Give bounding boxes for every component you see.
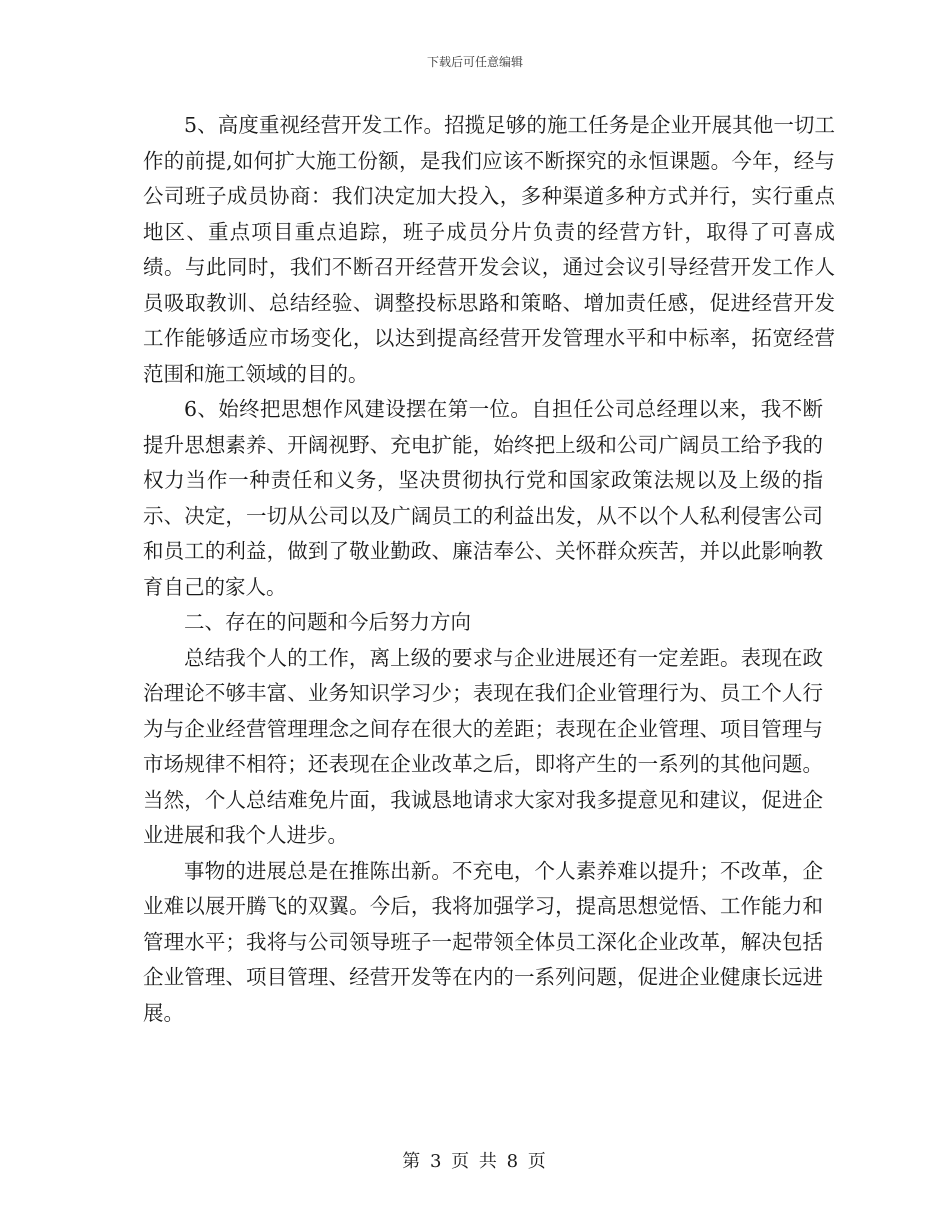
- page-number: 第 3 页 共 8 页: [402, 1151, 548, 1172]
- section-heading: 二、存在的问题和今后努力方向: [184, 610, 471, 634]
- paragraph-work-style: 6、始终把思想作风建设摆在第一位。自担任公司总经理以来，我不断提升思想素养、开阔视野、充电扩能，始终把上级和公司广阔员工给予我的权力当作一种责任和义务，坚决贯彻执行党和国家政策法规以及上级的指示、决定，一切从公司以及广阔员工的利益出发，从不以个人私利侵害公司和员工的利益，做到了敬业勤政、廉洁奉公、关怀群众疾苦，并以此影响教育自己的家人。: [143, 397, 823, 599]
- paragraph-business-development: 5、高度重视经营开发工作。招揽足够的施工任务是企业开展其他一切工作的前提,如何扩大施工份额，是我们应该不断探究的永恒课题。今年，经与公司班子成员协商：我们决定加大投入，多种渠道多种方式并行，实行重点地区、重点项目重点追踪，班子成员分片负责的经营方针，取得了可喜成绩。与此同时，我们不断召开经营开发会议，通过会议引导经营开发工作人员吸取教训、总结经验、调整投标思路和策略、增加责任感，促进经营开发工作能够适应市场变化，以达到提高经营开发管理水平和中标率，拓宽经营范围和施工领域的目的。: [143, 113, 835, 386]
- paragraph-problems: 总结我个人的工作，离上级的要求与企业进展还有一定差距。表现在政治理论不够丰富、业务知识学习少；表现在我们企业管理行为、员工个人行为与企业经营管理理念之间存在很大的差距；表现在企业管理、项目管理与市场规律不相符；还表现在企业改革之后，即将产生的一系列的其他问题。当然，个人总结难免片面，我诚恳地请求大家对我多提意见和建议，促进企业进展和我个人进步。: [143, 645, 823, 847]
- document-body: [143, 108, 835, 1031]
- paragraph-outlook: 事物的进展总是在推陈出新。不充电，个人素养难以提升；不改革，企业难以展开腾飞的双翼。今后，我将加强学习，提高思想觉悟、工作能力和管理水平；我将与公司领导班子一起带领全体员工深化企业改革，解决包括企业管理、项目管理、经营开发等在内的一系列问题，促进企业健康长远进展。: [143, 858, 823, 1025]
- page-header: 下载后可任意编辑: [426, 55, 523, 69]
